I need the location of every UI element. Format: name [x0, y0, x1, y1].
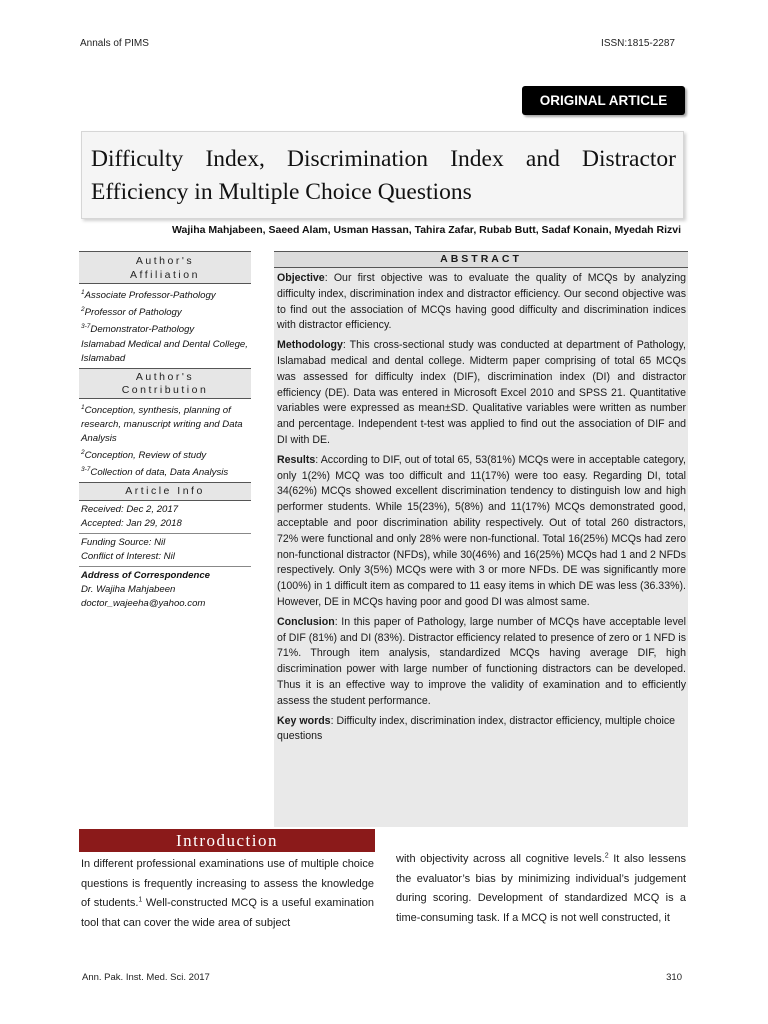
correspondence-block: [79, 567, 251, 613]
contribution-block: [79, 399, 251, 483]
funding-source: Funding Source: Nil: [81, 537, 166, 549]
article-type-badge: ORIGINAL ARTICLE: [522, 86, 685, 115]
results-paragraph: Results: According to DIF, out of total 65, 53(81%) MCQs were in acceptable category, only 1(2%) MCQ was too difficult and 11(17%) were too easy. Regarding DI, total 34(62%) MCQs showed excellent discrimination tendency to distinguish low and high performer students. While 15(23%), 5(8%) and 11(17%) MCQs demonstrated good, acceptable and poor discrimination ability respectively. Out of total 260 distractors, 72% were functional and only 28% were non-functional. Total 16(25%) MCQs had zero non-functional distractor (NFDs), while 30(46%) and 16(25%) MCQs had 1 and 2 NFDs respectively. Only 3(5%) MCQs were with 3 or more NFDs. DE was significantly more (100%) in 1 difficult item as compared to 11 easy items in which DE was less (36.33%). However, DE in MCQs having poor and good DI was almost same.: [277, 453, 686, 608]
correspondence-name: Dr. Wajiha Mahjabeen: [81, 584, 176, 596]
issn: ISSN:1815-2287: [601, 38, 675, 49]
intro-column-right: with objectivity across all cognitive levels.$^2$ It also lessens the evaluator’s bias by minimizing individual’s judgement during scoring. Development of standardized MCQ is a time-consuming task. If a MCQ is not well constructed, it: [396, 852, 686, 924]
article-info-heading: Article Info: [79, 482, 251, 501]
dates-block: [79, 501, 251, 533]
conclusion-paragraph: Conclusion: In this paper of Pathology, large number of MCQs have acceptable level of DIF (81%) and DI (83%). Distractor efficiency related to presence of zero or 1 NFD is 71%. Through item analysis, standardized MCQs having average DIF, high discrimination power with large number of functioning distractors can be developed. Thus it is an effective way to improve the validity of examination and to efficiently assess the student performance.: [277, 615, 686, 707]
article-sidebar: [79, 251, 251, 613]
contribution-line: $^2$Conception, Review of study: [81, 448, 207, 461]
introduction-heading: Introduction: [79, 829, 375, 852]
affiliation-heading: Author's Affiliation: [79, 251, 251, 284]
received-date: Received: Dec 2, 2017: [81, 504, 179, 516]
page-number: 310: [666, 972, 682, 983]
correspondence-email[interactable]: doctor_wajeeha@yahoo.com: [81, 598, 206, 610]
keywords-paragraph: Key words: Difficulty index, discrimination index, distractor efficiency, multiple choice questions: [277, 714, 676, 743]
correspondence-heading: Address of Correspondence: [81, 570, 211, 582]
abstract-heading: ABSTRACT: [274, 251, 688, 268]
affiliation-block: [79, 284, 251, 368]
footer-citation: Ann. Pak. Inst. Med. Sci. 2017: [82, 972, 210, 983]
affiliation-line: $^2$Professor of Pathology: [81, 306, 182, 319]
intro-column-left: In different professional examinations use of multiple choice questions is frequently increasing to assess the knowledge of students.$^1$ Well-constructed MCQ is a useful examination tool that can cover the wide area of subject: [81, 858, 374, 929]
objective-paragraph: Objective: Our first objective was to evaluate the quality of MCQs by analyzing difficulty index, discrimination index and distractor efficiency. Our second objective was to find out the association of MCQs having good difficulty and discrimination indices with distractor efficiency.: [277, 272, 686, 332]
funding-block: [79, 534, 251, 566]
contribution-line: $^{3-7}$Collection of data, Data Analysis: [81, 465, 229, 479]
accepted-date: Accepted: Jan 29, 2018: [81, 518, 182, 530]
methodology-paragraph: Methodology: This cross-sectional study was conducted at department of Pathology, Islamabad medical and dental college. Midterm paper comprising of total 65 MCQs was assessed for difficulty index (DIF), discrimination index (DI) and distractor efficiency (DE). Data was entered in Microsoft Excel 2010 and SPSS 21. Quantitative variables were expressed as mean±SD. Qualitative variables were written as number and percentage. Independent t-test was applied to find out the association of DIF and DI with DE.: [277, 339, 686, 446]
author-list: Wajiha Mahjabeen, Saeed Alam, Usman Hassan, Tahira Zafar, Rubab Butt, Sadaf Konain, Myedah Rizvi: [172, 224, 681, 236]
paper-title: Difficulty Index, Discrimination Index and Distractor Efficiency in Multiple Choice Questions: [91, 146, 676, 205]
affiliation-line: Islamabad Medical and Dental College, Islamabad: [81, 338, 248, 364]
conflict-of-interest: Conflict of Interest: Nil: [81, 551, 175, 563]
contribution-heading: Author's Contribution: [79, 368, 251, 399]
contribution-line: $^1$Conception, synthesis, planning of research, manuscript writing and Data Analysis: [81, 403, 243, 444]
affiliation-line: $^{3-7}$Demonstrator-Pathology: [81, 323, 195, 336]
abstract-box: [274, 251, 688, 827]
journal-name: Annals of PIMS: [80, 38, 149, 49]
affiliation-line: $^1$Associate Professor-Pathology: [81, 289, 216, 302]
